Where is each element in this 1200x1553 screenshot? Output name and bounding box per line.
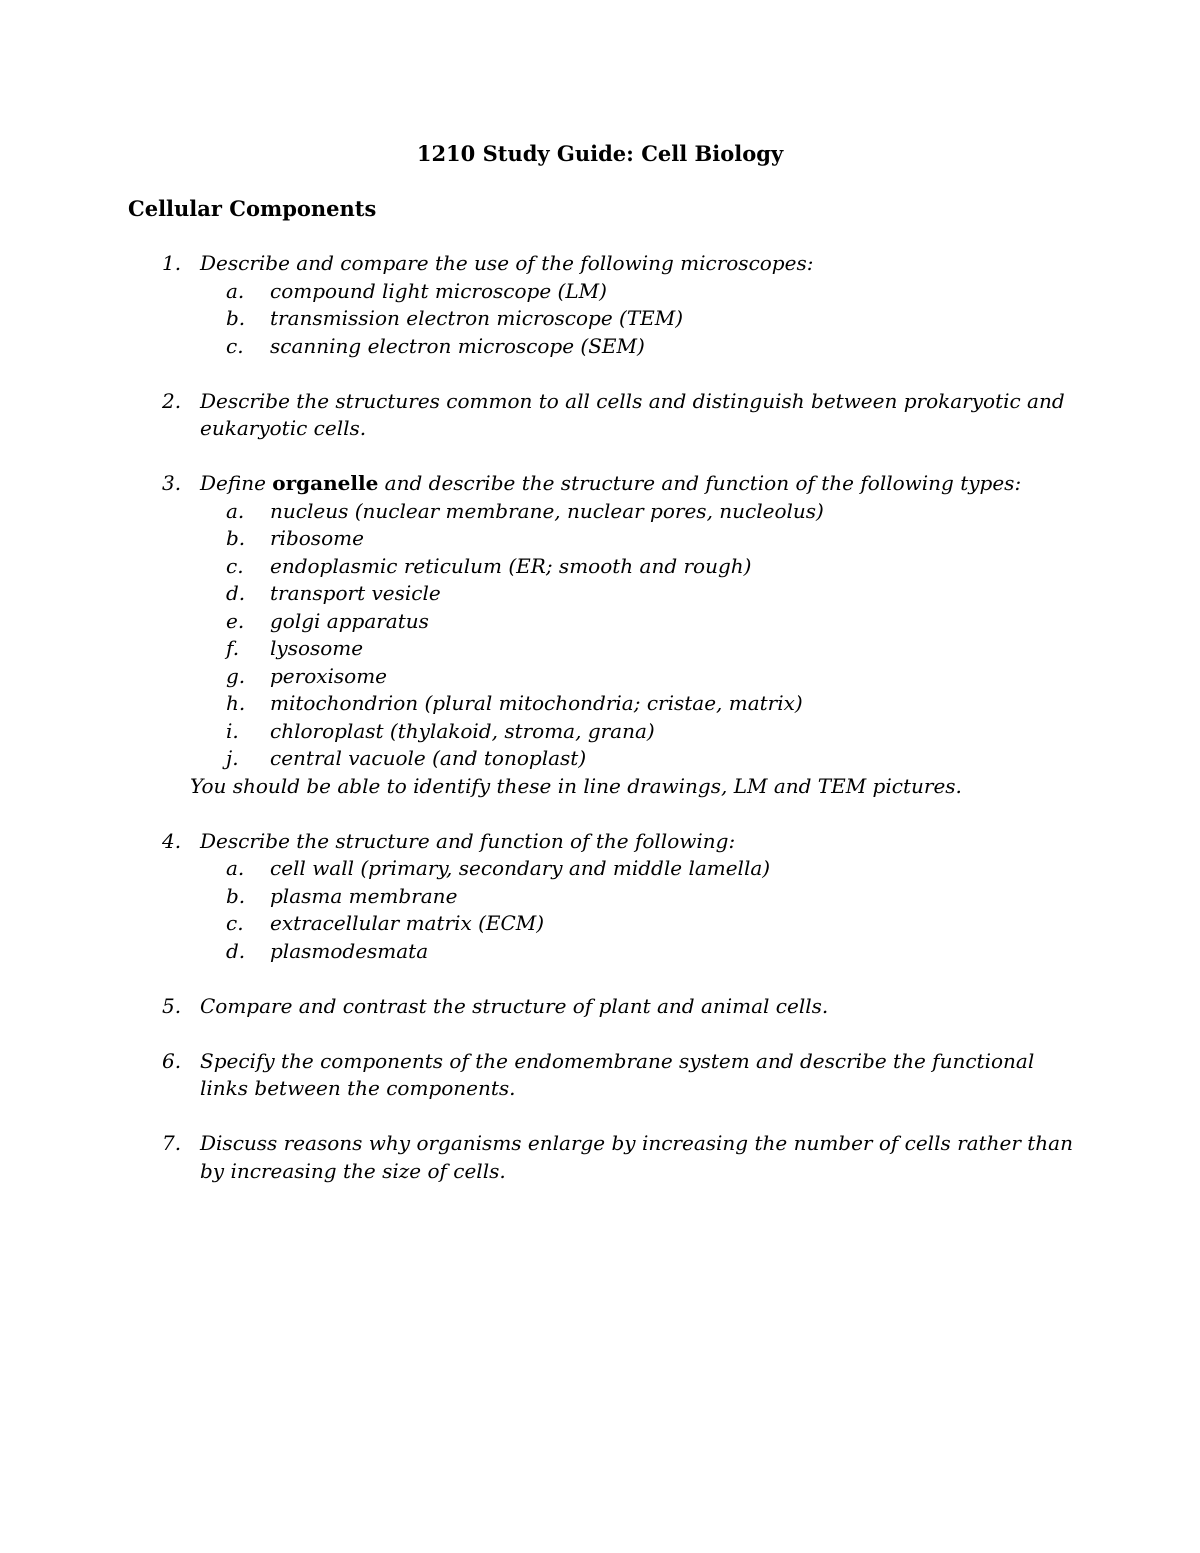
sub-question-text: scanning electron microscope (SEM) xyxy=(270,333,645,358)
question-text: Specify the components of the endomembrane system and describe the functional links between the components. xyxy=(200,1048,1035,1100)
sub-question-letter: b. xyxy=(226,883,246,908)
question-text: Describe the structures common to all cells and distinguish between prokaryotic and eukaryotic cells. xyxy=(200,388,1065,440)
question-text xyxy=(200,470,1088,498)
question-number: 5. xyxy=(162,993,182,1018)
sub-question-text: ribosome xyxy=(270,526,364,550)
question-number: 4. xyxy=(162,828,182,853)
question-number: 3. xyxy=(162,471,182,495)
sub-question-item xyxy=(200,883,1088,911)
sub-question-item xyxy=(200,608,1088,636)
page-title: 1210 Study Guide: Cell Biology xyxy=(416,141,784,166)
sub-question-letter: a. xyxy=(226,498,245,523)
sub-question-item xyxy=(200,305,1088,333)
sub-question-item xyxy=(200,910,1088,938)
sub-question-text: plasma membrane xyxy=(270,883,458,908)
question-number: 1. xyxy=(162,251,182,275)
question-text: Compare and contrast the structure of plant and animal cells. xyxy=(200,993,829,1018)
sub-question-letter: i. xyxy=(226,718,239,743)
sub-question-text: golgi apparatus xyxy=(270,608,429,633)
sub-question-letter: a. xyxy=(226,278,245,303)
question-note: You should be able to identify these in line drawings, LM and TEM pictures. xyxy=(190,773,962,798)
question-text-before: Define xyxy=(200,471,273,495)
sub-question-item xyxy=(200,745,1088,773)
sub-question-letter: b. xyxy=(226,526,246,550)
sub-question-text: extracellular matrix (ECM) xyxy=(270,911,545,935)
sub-question-letter: h. xyxy=(226,691,246,715)
sub-question-item xyxy=(200,635,1088,663)
sub-question-text: peroxisome xyxy=(270,663,388,688)
sub-question-item xyxy=(200,278,1088,306)
sub-question-letter: e. xyxy=(226,608,245,633)
sub-question-letter: g. xyxy=(226,663,246,688)
question-number: 7. xyxy=(162,1131,182,1155)
question-item-2 xyxy=(128,388,1088,443)
question-item-1 xyxy=(128,250,1088,360)
sub-question-letter: d. xyxy=(226,938,246,963)
sub-question-item xyxy=(200,663,1088,691)
question-item-7 xyxy=(128,1130,1088,1185)
sub-question-text: central vacuole (and tonoplast) xyxy=(270,746,587,770)
question-number: 2. xyxy=(162,388,182,413)
sub-question-list xyxy=(200,498,1088,773)
sub-question-list xyxy=(200,278,1088,361)
sub-question-item xyxy=(200,498,1088,526)
question-text-after: and describe the structure and function of the following types: xyxy=(378,471,1022,495)
sub-question-item xyxy=(200,855,1088,883)
sub-question-letter: j. xyxy=(226,746,239,770)
sub-question-text: compound light microscope (LM) xyxy=(270,278,607,303)
sub-question-item xyxy=(200,553,1088,581)
sub-question-text: cell wall (primary, secondary and middle lamella) xyxy=(270,856,771,880)
question-item-6 xyxy=(128,1048,1088,1103)
sub-question-item xyxy=(200,718,1088,746)
sub-question-letter: b. xyxy=(226,306,246,330)
question-number: 6. xyxy=(162,1048,182,1073)
sub-question-item xyxy=(200,690,1088,718)
sub-question-text: chloroplast (thylakoid, stroma, grana) xyxy=(270,718,655,743)
sub-question-text: mitochondrion (plural mitochondria; cristae, matrix) xyxy=(270,691,803,715)
sub-question-item xyxy=(200,938,1088,966)
question-text: Describe the structure and function of the following: xyxy=(200,828,736,853)
sub-question-text: lysosome xyxy=(270,636,364,660)
sub-question-item xyxy=(200,525,1088,553)
question-item-3 xyxy=(128,470,1088,800)
sub-question-text: transmission electron microscope (TEM) xyxy=(270,306,684,330)
question-item-4 xyxy=(128,828,1088,966)
sub-question-letter: f. xyxy=(226,636,240,660)
sub-question-item xyxy=(200,333,1088,361)
sub-question-text: nucleus (nuclear membrane, nuclear pores, nucleolus) xyxy=(270,498,824,523)
sub-question-item xyxy=(200,580,1088,608)
sub-question-letter: c. xyxy=(226,553,244,578)
sub-question-text: plasmodesmata xyxy=(270,938,429,963)
section-heading: Cellular Components xyxy=(128,196,377,221)
sub-question-letter: c. xyxy=(226,333,244,358)
sub-question-letter: d. xyxy=(226,581,246,605)
bold-term: organelle xyxy=(272,471,379,495)
sub-question-list xyxy=(200,855,1088,965)
question-list xyxy=(128,250,1088,1213)
question-text: Discuss reasons why organisms enlarge by increasing the number of cells rather than by increasing the size of cells. xyxy=(200,1131,1073,1183)
sub-question-letter: c. xyxy=(226,911,244,935)
question-text: Describe and compare the use of the following microscopes: xyxy=(200,251,814,275)
question-item-5 xyxy=(128,993,1088,1021)
sub-question-text: transport vesicle xyxy=(270,581,441,605)
sub-question-text: endoplasmic reticulum (ER; smooth and rough) xyxy=(270,553,752,578)
sub-question-letter: a. xyxy=(226,856,245,880)
